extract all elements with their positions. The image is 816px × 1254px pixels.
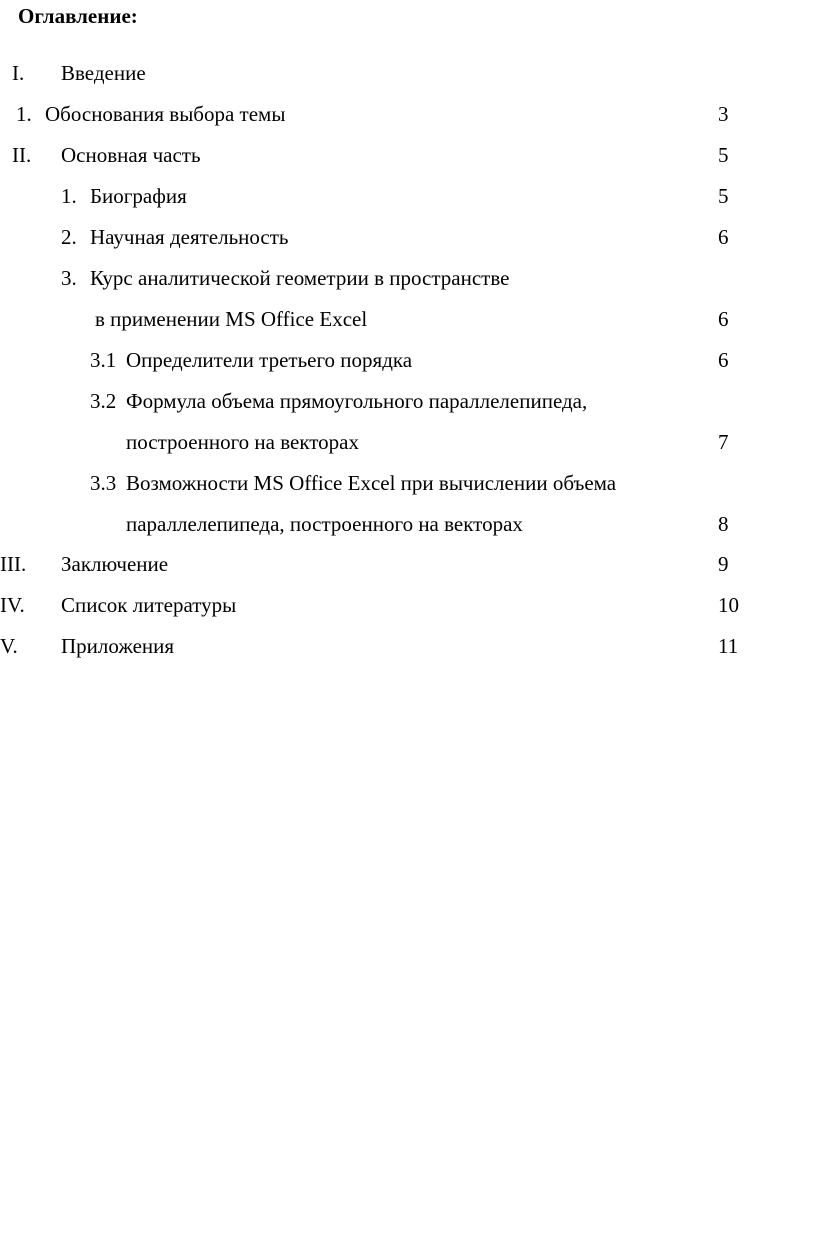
toc-entry-text: Возможности MS Office Excel при вычислении объема [126,471,617,495]
toc-entry-text: Формула объема прямоугольного параллелепипеда, [126,389,588,413]
toc-entry-text: Приложения [61,634,175,658]
toc-page-number: 6 [718,225,729,249]
toc-marker: V. [0,634,18,658]
toc-entry-text: Заключение [61,552,169,576]
toc-page-number: 3 [718,102,729,126]
toc-marker: 1. [61,184,77,208]
toc-entry-text-continued: построенного на векторах [126,430,359,454]
toc-page-number: 8 [718,512,729,536]
toc-entry-text: Основная часть [61,143,201,167]
toc-entry-text: Определители третьего порядка [126,348,413,372]
toc-marker: II. [12,143,32,167]
toc-marker: I. [12,61,25,85]
toc-marker: IV. [0,593,25,617]
toc-entry-text: Научная деятельность [90,225,289,249]
toc-page-number: 6 [718,307,729,331]
toc-page-number: 5 [718,184,729,208]
toc-page-number: 11 [718,634,739,658]
toc-marker: III. [0,552,27,576]
toc-page-number: 10 [718,593,739,617]
toc-entry-text: Введение [61,61,146,85]
toc-page-number: 7 [718,430,729,454]
toc-marker: 3.2 [90,389,117,413]
toc-entry-text: Список литературы [61,593,237,617]
toc-marker: 3.1 [90,348,117,372]
toc-marker: 2. [61,225,77,249]
toc-entry-text: Биография [90,184,187,208]
toc-marker: 1. [16,102,32,126]
toc-title: Оглавление: [18,4,138,28]
toc-page-number: 5 [718,143,729,167]
toc-marker: 3. [61,266,77,290]
toc-entry-text: Обоснования выбора темы [45,102,286,126]
toc-entry-text-continued: параллелепипеда, построенного на векторах [126,512,523,536]
toc-marker: 3.3 [90,471,117,495]
toc-page-number: 9 [718,552,729,576]
toc-entry-text: Курс аналитической геометрии в пространстве [90,266,510,290]
toc-entry-text-continued: в применении MS Office Excel [95,307,368,331]
toc-page-number: 6 [718,348,729,372]
